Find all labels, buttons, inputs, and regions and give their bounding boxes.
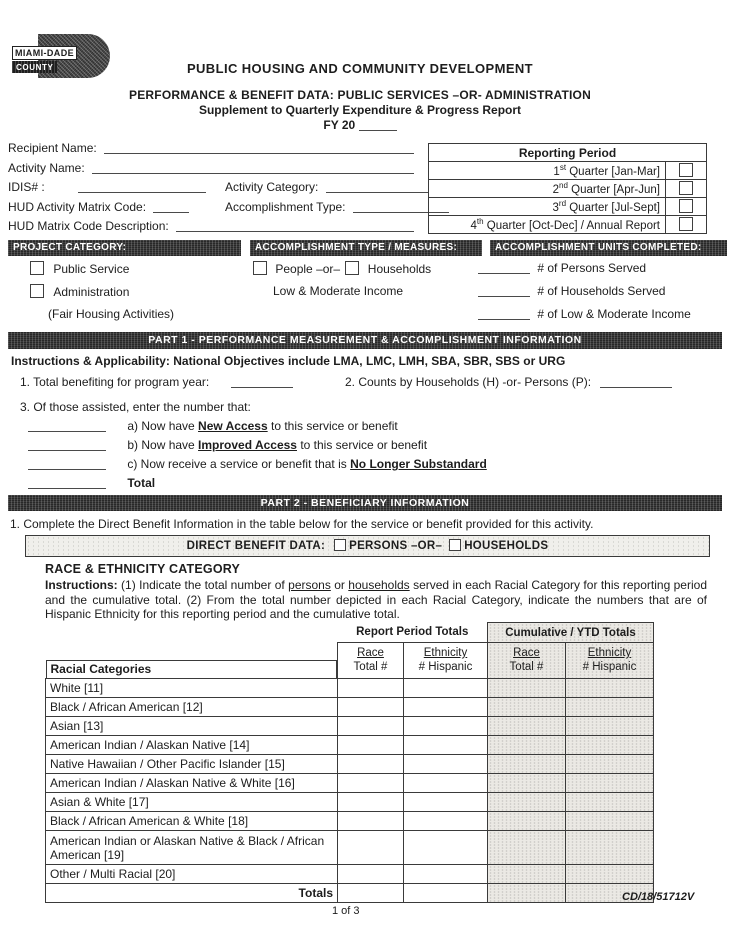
cum-race-cell[interactable] xyxy=(488,812,566,831)
low-moderate-income-row xyxy=(253,284,431,307)
persons-served-field[interactable] xyxy=(478,261,530,274)
quarter-4-row xyxy=(429,216,707,234)
table-row: Black / African American & White [18] xyxy=(46,812,654,831)
idis-label: IDIS# : xyxy=(8,180,45,194)
hud-matrix-desc-row xyxy=(8,219,433,239)
rp-race-total-cell[interactable] xyxy=(338,884,404,903)
table-row: American Indian / Alaskan Native & White [16] xyxy=(46,774,654,793)
form-code: CD/18/51712V xyxy=(622,891,695,903)
cum-eth-cell[interactable] xyxy=(566,717,654,736)
cum-race-cell[interactable] xyxy=(488,793,566,812)
rp-race-cell[interactable] xyxy=(338,812,404,831)
page-number: 1 of 3 xyxy=(332,905,360,917)
table-row: Native Hawaiian / Other Pacific Islander [15] xyxy=(46,755,654,774)
direct-benefit-table xyxy=(45,622,654,903)
low-moderate-income-label: Low & Moderate Income xyxy=(273,284,404,298)
rp-ethnicity-header: Ethnicity # Hispanic xyxy=(404,643,488,679)
improved-access-label: b) Now have Improved Access to this service or benefit xyxy=(127,438,428,452)
cum-eth-cell[interactable] xyxy=(566,793,654,812)
table-row: American Indian or Alaskan Native & Black / African American [19] xyxy=(46,831,654,865)
direct-benefit-label: DIRECT BENEFIT DATA: xyxy=(186,540,326,552)
quarter-3-checkbox[interactable] xyxy=(679,199,693,213)
hud-matrix-code-row xyxy=(8,200,433,220)
totals-row xyxy=(46,884,654,903)
quarter-4-checkbox-cell xyxy=(666,216,707,234)
rp-eth-cell[interactable] xyxy=(404,736,488,755)
cum-race-cell[interactable] xyxy=(488,717,566,736)
cum-ethnicity-header: Ethnicity # Hispanic xyxy=(566,643,654,679)
logo-text-county: COUNTY xyxy=(12,61,57,73)
rp-eth-cell[interactable] xyxy=(404,698,488,717)
part1-q3-label: 3. Of those assisted, enter the number that: xyxy=(20,400,251,414)
activity-name-row xyxy=(8,161,433,181)
activity-category-label: Activity Category: xyxy=(225,180,319,194)
activity-category-field[interactable] xyxy=(326,180,428,193)
accomplishment-type-group xyxy=(225,200,449,214)
rp-eth-cell[interactable] xyxy=(404,679,488,698)
new-access-label: a) Now have New Access to this service or benefit xyxy=(127,419,398,433)
rp-eth-cell[interactable] xyxy=(404,812,488,831)
households-db-checkbox[interactable] xyxy=(449,539,461,551)
no-longer-substandard-label: c) Now receive a service or benefit that is No Longer Substandard xyxy=(127,457,487,471)
or-label: –or– xyxy=(316,262,341,276)
hud-matrix-desc-label: HUD Matrix Code Description: xyxy=(8,219,169,233)
activity-category-group xyxy=(225,180,428,194)
total-row xyxy=(28,476,487,495)
cum-eth-cell[interactable] xyxy=(566,812,654,831)
part1-banner: PART 1 - PERFORMANCE MEASUREMENT & ACCOMPLISHMENT INFORMATION xyxy=(8,332,722,349)
rp-race-cell[interactable] xyxy=(338,755,404,774)
quarter-1-label: 1st Quarter [Jan-Mar] xyxy=(429,162,666,180)
rp-eth-total-cell[interactable] xyxy=(404,884,488,903)
activity-name-label: Activity Name: xyxy=(8,160,85,175)
part1-q1-label: 1. Total benefiting for program year: xyxy=(20,375,210,389)
idis-field[interactable] xyxy=(78,180,206,193)
accomplishment-type-options xyxy=(253,261,431,307)
quarter-3-row xyxy=(429,198,707,216)
accomplishment-units-list xyxy=(478,261,691,330)
rp-race-cell[interactable] xyxy=(338,774,404,793)
people-label: People xyxy=(275,262,313,276)
activity-name-field[interactable] xyxy=(92,161,414,174)
administration-label: Administration xyxy=(53,285,130,299)
quarter-1-row xyxy=(429,162,707,180)
cum-race-cell[interactable] xyxy=(488,865,566,884)
cum-race-cell[interactable] xyxy=(488,755,566,774)
households-served-label: # of Households Served xyxy=(537,284,666,298)
rp-race-cell[interactable] xyxy=(338,865,404,884)
form-header xyxy=(0,61,720,133)
cum-race-cell[interactable] xyxy=(488,831,566,865)
cum-eth-cell[interactable] xyxy=(566,865,654,884)
rp-eth-cell[interactable] xyxy=(404,793,488,812)
form-subtitle-2: Supplement to Quarterly Expenditure & Progress Report xyxy=(198,103,522,117)
recipient-name-field[interactable] xyxy=(104,141,414,154)
rp-eth-cell[interactable] xyxy=(404,831,488,865)
improved-access-row xyxy=(28,438,487,457)
rp-race-cell[interactable] xyxy=(338,736,404,755)
cum-eth-cell[interactable] xyxy=(566,679,654,698)
identification-block xyxy=(8,141,433,239)
quarter-2-checkbox[interactable] xyxy=(679,181,693,195)
rp-eth-cell[interactable] xyxy=(404,717,488,736)
rp-eth-cell[interactable] xyxy=(404,865,488,884)
part2-intro: 1. Complete the Direct Benefit Information in the table below for the service or benefit provided for this activity. xyxy=(10,517,594,531)
households-served-row xyxy=(478,284,691,307)
cumulative-ytd-totals-header: Cumulative / YTD Totals xyxy=(488,623,654,643)
part1-instructions: Instructions & Applicability: National Objectives include LMA, LMC, LMH, SBA, SBR, SBS or URG xyxy=(11,354,566,368)
racial-categories-header-cell: Racial Categories xyxy=(46,643,338,679)
people-checkbox[interactable] xyxy=(253,261,267,275)
administration-checkbox[interactable] xyxy=(30,284,44,298)
public-service-checkbox[interactable] xyxy=(30,261,44,275)
low-moderate-field[interactable] xyxy=(478,307,530,320)
fair-housing-subnote xyxy=(30,307,174,325)
direct-benefit-or-label: –OR– xyxy=(410,540,443,552)
form-title: PUBLIC HOUSING AND COMMUNITY DEVELOPMENT xyxy=(186,61,534,76)
reporting-period-title: Reporting Period xyxy=(429,144,707,162)
rp-race-cell[interactable] xyxy=(338,793,404,812)
persons-label: PERSONS xyxy=(349,540,408,552)
cum-race-cell[interactable] xyxy=(488,736,566,755)
public-service-label: Public Service xyxy=(53,262,130,276)
people-households-row xyxy=(253,261,431,284)
quarter-2-checkbox-cell xyxy=(666,180,707,198)
logo-text-miami-dade: MIAMI-DADE xyxy=(12,46,77,60)
table-row: Black / African American [12] xyxy=(46,698,654,717)
table-row: Asian & White [17] xyxy=(46,793,654,812)
fy-field[interactable] xyxy=(359,118,397,131)
rp-race-cell[interactable] xyxy=(338,679,404,698)
low-moderate-row xyxy=(478,307,691,330)
public-service-option xyxy=(30,261,174,284)
new-access-field[interactable] xyxy=(28,419,106,432)
cum-eth-cell[interactable] xyxy=(566,736,654,755)
cum-race-total-cell[interactable] xyxy=(488,884,566,903)
hud-matrix-desc-field[interactable] xyxy=(176,219,414,232)
cum-race-cell[interactable] xyxy=(488,698,566,717)
fy-label: FY 20 xyxy=(323,118,356,132)
cum-race-header: Race Total # xyxy=(488,643,566,679)
quarter-4-label: 4th Quarter [Oct-Dec] / Annual Report xyxy=(429,216,666,234)
table-row: Asian [13] xyxy=(46,717,654,736)
cum-eth-cell[interactable] xyxy=(566,831,654,865)
part1-q1 xyxy=(20,375,293,389)
households-checkbox[interactable] xyxy=(345,261,359,275)
fiscal-year-line xyxy=(0,118,720,133)
rp-eth-cell[interactable] xyxy=(404,755,488,774)
quarter-1-checkbox-cell xyxy=(666,162,707,180)
sub-header-row xyxy=(46,643,654,679)
administration-option xyxy=(30,284,174,307)
totals-label: Totals xyxy=(46,884,338,903)
recipient-name-label: Recipient Name: xyxy=(8,141,97,155)
recipient-name-row xyxy=(8,141,433,161)
cum-race-cell[interactable] xyxy=(488,774,566,793)
table-row: American Indian / Alaskan Native [14] xyxy=(46,736,654,755)
accomplishment-units-banner: ACCOMPLISHMENT UNITS COMPLETED: xyxy=(490,240,727,256)
project-category-banner: PROJECT CATEGORY: xyxy=(8,240,241,256)
persons-served-row xyxy=(478,261,691,284)
fair-housing-label: (Fair Housing Activities) xyxy=(48,307,175,321)
form-subtitle-1: PERFORMANCE & BENEFIT DATA: PUBLIC SERVICES –OR- ADMINISTRATION xyxy=(129,88,591,102)
quarter-1-checkbox[interactable] xyxy=(679,163,693,177)
idis-row xyxy=(8,180,433,200)
race-ethnicity-instructions: Instructions: (1) Indicate the total number of persons or households served in each Racial Category for this reporting period and the cumulative total. (2) From the total number depicted in each Racial Category, indicate the numbers that are of Hispanic Ethnicity for this reporting period and the cumulative total. xyxy=(45,578,707,622)
table-row: White [11] xyxy=(46,679,654,698)
total-field[interactable] xyxy=(28,476,106,489)
improved-access-field[interactable] xyxy=(28,438,106,451)
part2-banner: PART 2 - BENEFICIARY INFORMATION xyxy=(8,495,722,511)
table-row: Other / Multi Racial [20] xyxy=(46,865,654,884)
accomplishment-type-banner: ACCOMPLISHMENT TYPE / MEASURES: xyxy=(250,240,482,256)
quarter-2-row xyxy=(429,180,707,198)
direct-benefit-banner xyxy=(25,535,710,557)
no-longer-substandard-row xyxy=(28,457,487,476)
persons-checkbox[interactable] xyxy=(334,539,346,551)
part1-q1-field[interactable] xyxy=(231,375,293,388)
part1-q2-label: 2. Counts by Households (H) -or- Persons (P): xyxy=(345,375,592,389)
low-moderate-label: # of Low & Moderate Income xyxy=(537,307,691,321)
part1-items xyxy=(28,419,487,495)
quarter-4-checkbox[interactable] xyxy=(679,217,693,231)
reporting-period-table xyxy=(428,143,707,234)
rp-eth-cell[interactable] xyxy=(404,774,488,793)
cum-eth-cell[interactable] xyxy=(566,774,654,793)
accomplishment-type-label: Accomplishment Type: xyxy=(225,199,346,214)
rp-race-cell[interactable] xyxy=(338,717,404,736)
quarter-3-checkbox-cell xyxy=(666,198,707,216)
quarter-3-label: 3rd Quarter [Jul-Sept] xyxy=(429,198,666,216)
households-db-label: HOUSEHOLDS xyxy=(464,540,549,552)
project-category-options xyxy=(30,261,174,325)
households-served-field[interactable] xyxy=(478,284,530,297)
rp-race-cell[interactable] xyxy=(338,831,404,865)
new-access-row xyxy=(28,419,487,438)
no-longer-substandard-field[interactable] xyxy=(28,457,106,470)
rp-race-cell[interactable] xyxy=(338,698,404,717)
part1-q2-field[interactable] xyxy=(600,375,672,388)
hud-matrix-code-label: HUD Activity Matrix Code: xyxy=(8,199,147,214)
rp-race-header: Race Total # xyxy=(338,643,404,679)
quarter-2-label: 2nd Quarter [Apr-Jun] xyxy=(429,180,666,198)
hud-matrix-code-field[interactable] xyxy=(153,200,189,213)
report-period-totals-header: Report Period Totals xyxy=(356,626,469,639)
households-label: Households xyxy=(367,262,432,276)
total-label: Total xyxy=(127,476,156,490)
part1-q2 xyxy=(345,375,672,389)
persons-served-label: # of Persons Served xyxy=(537,261,647,275)
race-ethnicity-title: RACE & ETHNICITY CATEGORY xyxy=(45,562,241,576)
cum-eth-cell[interactable] xyxy=(566,755,654,774)
cum-eth-cell[interactable] xyxy=(566,698,654,717)
group-header-row xyxy=(46,623,654,643)
cum-race-cell[interactable] xyxy=(488,679,566,698)
